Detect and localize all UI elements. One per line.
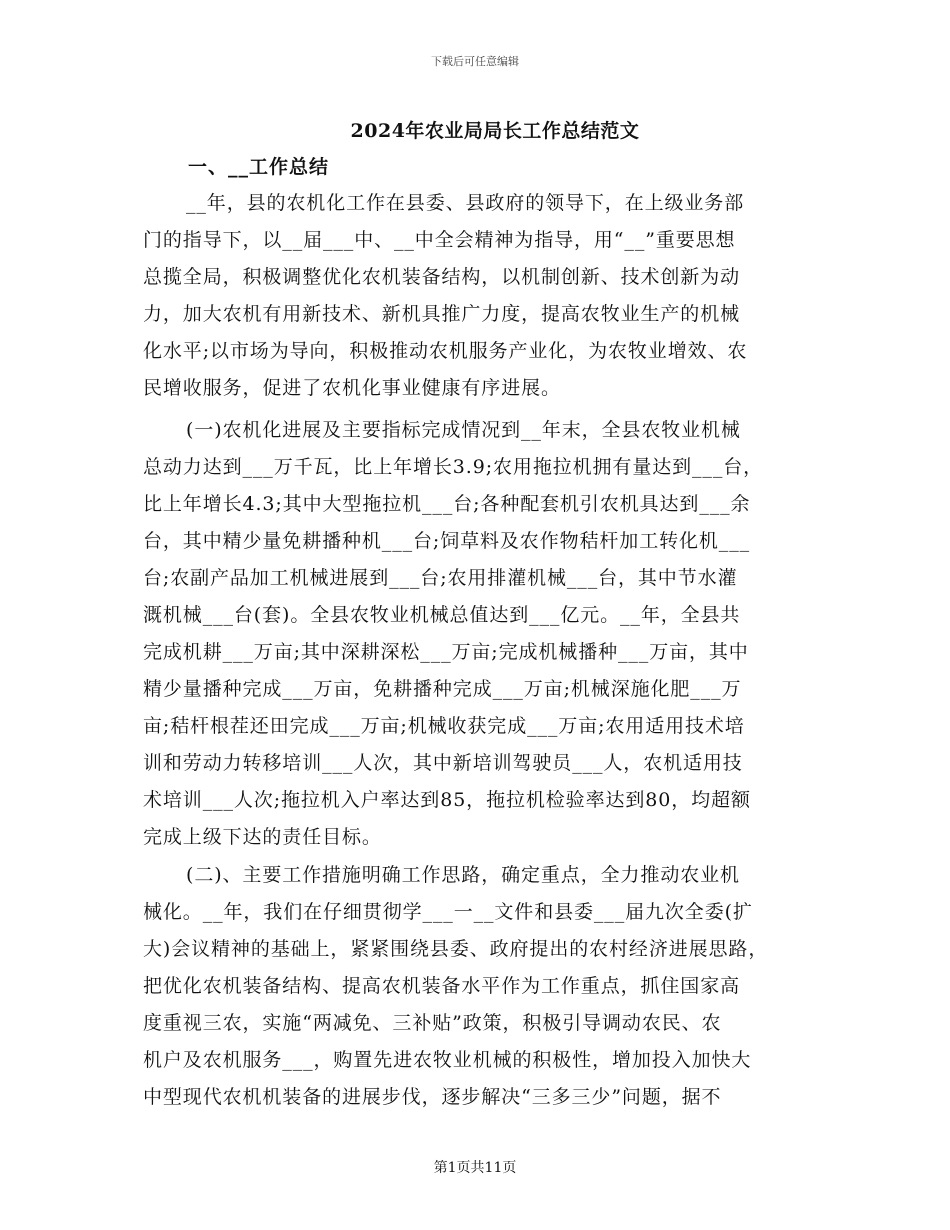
paragraph-line: 比上年增长4.3;其中大型拖拉机___台;各种配套机引农机具达到___余 (143, 493, 751, 515)
paragraph-line: 度重视三农，实施“两减免、三补贴”政策，积极引导调动农民、农 (143, 1012, 722, 1034)
paragraph-line: 力，加大农机有用新技术、新机具推广力度，提高农牧业生产的机械 (143, 303, 741, 325)
paragraph-line: 训和劳动力转移培训___人次，其中新培训驾驶员___人，农机适用技 (143, 752, 743, 774)
paragraph-line: 化水平;以市场为导向，积极推动农机服务产业化，为农牧业增效、农 (143, 340, 748, 362)
paragraph-line: 总动力达到___万千瓦，比上年增长3.9;农用拖拉机拥有量达到___台， (143, 456, 764, 478)
paragraph-line: 完成上级下达的责任目标。 (143, 826, 382, 848)
paragraph-line: 精少量播种完成___万亩，免耕播种完成___万亩;机械深施化肥___万 (143, 678, 742, 700)
paragraph-line: 亩;秸杆根茬还田完成___万亩;机械收获完成___万亩;农用适用技术培 (143, 715, 745, 737)
paragraph-line: 民增收服务，促进了农机化事业健康有序进展。 (143, 377, 561, 399)
document-title: 2024年农业局局长工作总结范文 (350, 120, 640, 142)
paragraph-line: (二)、主要工作措施明确工作思路，确定重点，全力推动农业机 (186, 864, 740, 886)
paragraph-line: 大)会议精神的基础上，紧紧围绕县委、政府提出的农村经济进展思路， (143, 938, 769, 960)
paragraph-line: 台;农副产品加工机械进展到___台;农用排灌机械___台，其中节水灌 (143, 567, 738, 589)
paragraph-line: 总揽全局，积极调整优化农机装备结构，以机制创新、技术创新为动 (143, 266, 741, 288)
paragraph-line: (一)农机化进展及主要指标完成情况到__年末，全县农牧业机械 (186, 419, 741, 441)
page-number: 第1页共11页 (433, 1160, 517, 1176)
paragraph-line: 械化。__年，我们在仔细贯彻学___一__文件和县委___届九次全委(扩 (143, 901, 753, 923)
paragraph-line: 门的指导下，以__届___中、__中全会精神为指导，用“__”重要思想 (143, 229, 736, 251)
paragraph-line: 完成机耕___万亩;其中深耕深松___万亩;完成机械播种___万亩，其中 (143, 641, 749, 663)
page-header-note: 下载后可任意编辑 (431, 55, 519, 68)
paragraph-line: 溉机械___台(套)。全县农牧业机械总值达到___亿元。__年，全县共 (143, 604, 741, 626)
paragraph-line: 机户及农机服务___，购置先进农牧业机械的积极性，增加投入加快大 (143, 1049, 752, 1071)
paragraph-line: 把优化农机装备结构、提高农机装备水平作为工作重点，抓住国家高 (143, 975, 741, 997)
paragraph-line: 术培训___人次;拖拉机入户率达到85，拖拉机检验率达到80，均超额 (143, 789, 751, 811)
paragraph-line: 中型现代农机机装备的进展步伐，逐步解决“三多三少”问题，据不 (143, 1086, 722, 1108)
section-heading: 一、__工作总结 (188, 156, 330, 178)
paragraph-line: 台，其中精少量免耕播种机___台;饲草料及农作物秸杆加工转化机___ (143, 530, 751, 552)
paragraph-line: __年，县的农机化工作在县委、县政府的领导下，在上级业务部 (186, 192, 745, 214)
